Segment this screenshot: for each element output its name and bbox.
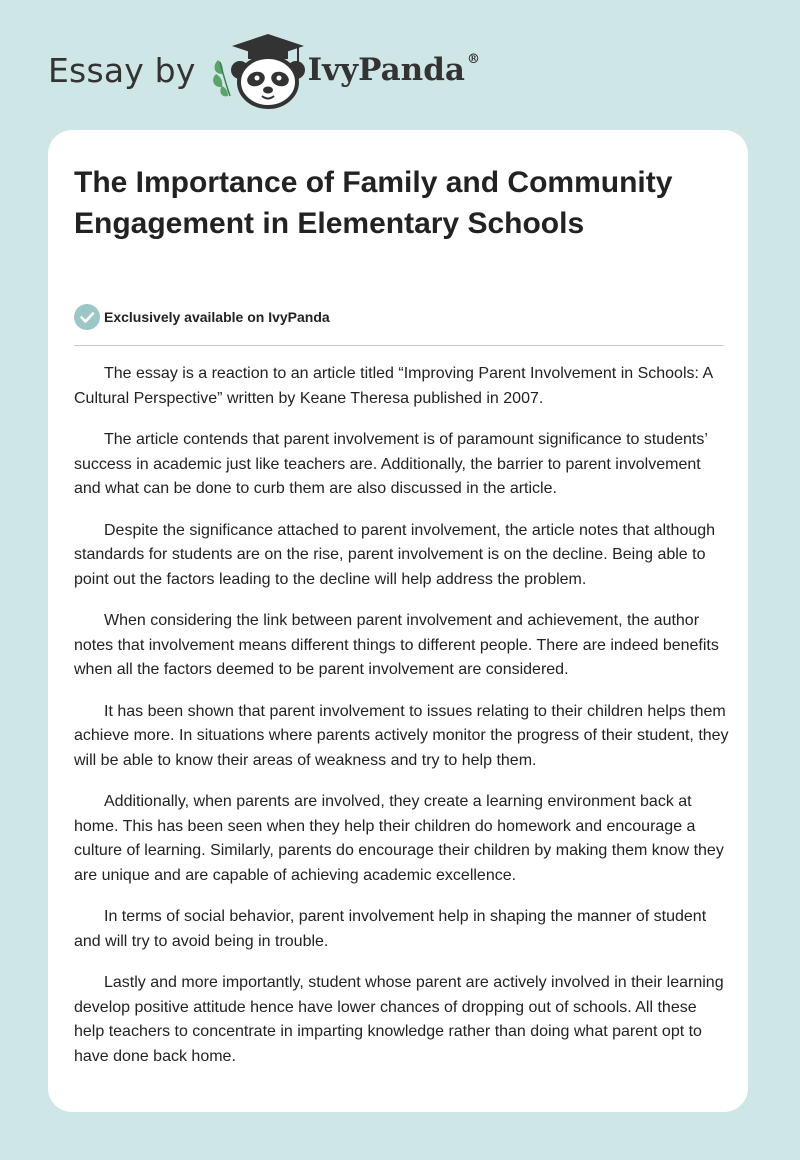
essay-paragraph: When considering the link between parent involvement and achievement, the author notes that involvement means different things to different people. There are indeed benefits when all the factors deemed to be parent involvement are considered.: [74, 612, 719, 678]
essay-title: The Importance of Family and Community Engagement in Elementary Schools: [74, 166, 673, 240]
brand-name[interactable]: [307, 51, 480, 88]
site-header: [48, 30, 508, 110]
essay-paragraph: The article contends that parent involvement is of paramount significance to students’ success in academic just like teachers are. Additionally, the barrier to parent involvement and what can be done to curb them are also discussed in the article.: [74, 431, 708, 497]
exclusive-badge: [74, 304, 330, 330]
essay-paragraph: In terms of social behavior, parent involvement help in shaping the manner of student and will try to avoid being in trouble.: [74, 908, 707, 950]
essay-paragraph: Additionally, when parents are involved, they create a learning environment back at home. This has been seen when they help their children do homework and encourage a culture of learning. Similarly, parents do encourage their children by making them know they are unique and are capable of achieving academic excellence.: [74, 793, 724, 884]
panda-graduate-logo-icon[interactable]: [210, 30, 306, 110]
divider: [74, 345, 724, 346]
essay-paragraph: The essay is a reaction to an article titled “Improving Parent Involvement in Schools: A Cultural Perspective” written by Keane Theresa published in 2007.: [74, 365, 713, 407]
essay-card: [48, 130, 748, 1112]
essay-by-label: Essay by: [48, 50, 196, 90]
essay-paragraph: Despite the significance attached to parent involvement, the article notes that although standards for students are on the rise, parent involvement is on the decline. Being able to point out the factors leading to the decline will help address the problem.: [74, 521, 716, 588]
brand-label: IvyPanda: [307, 51, 465, 88]
essay-paragraph: Lastly and more importantly, student whose parent are actively involved in their learning develop positive attitude hence have lower chances of dropping out of schools. All these help teachers to concentrate in imparting knowledge rather than doing what parent opt to have done back home.: [74, 974, 724, 1065]
check-circle-icon: [74, 304, 100, 330]
essay-paragraph: It has been shown that parent involvement to issues relating to their children helps them achieve more. In situations where parents actively monitor the progress of their student, they will be able to know their areas of weakness and try to help them.: [74, 702, 729, 769]
registered-mark: ®: [466, 51, 480, 67]
essay-body: [74, 362, 729, 1086]
ivy-leaf-icon: [213, 60, 230, 96]
exclusive-badge-label: Exclusively available on IvyPanda: [104, 309, 330, 325]
